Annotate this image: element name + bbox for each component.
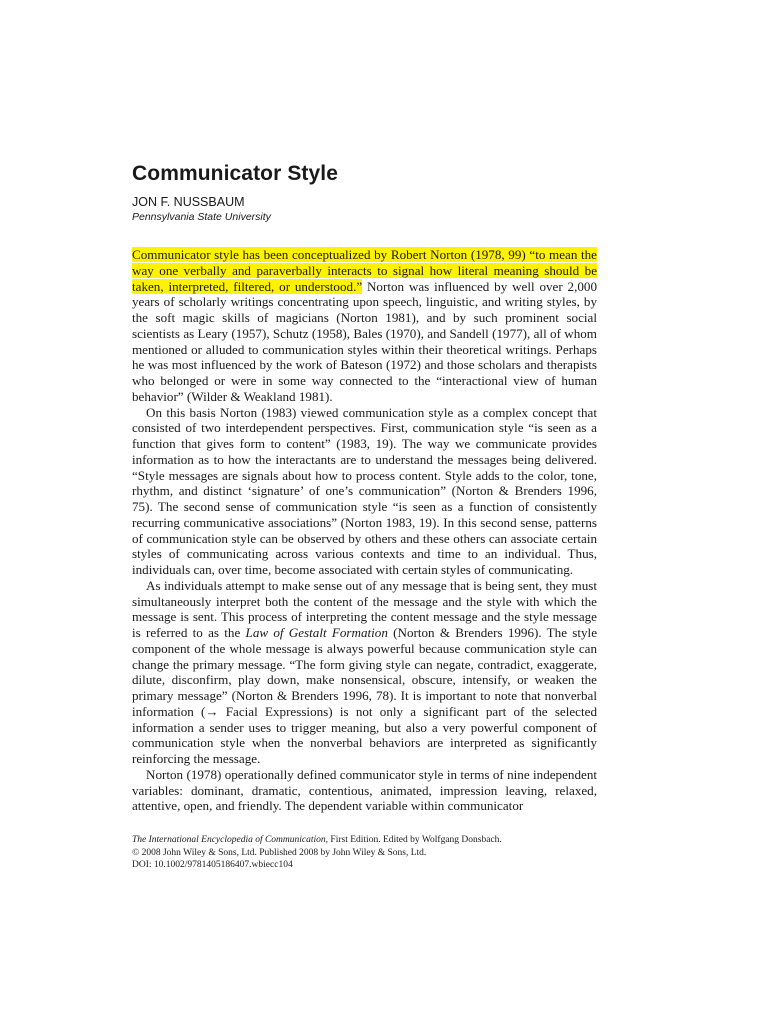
paragraph-1-rest: Norton was influenced by well over 2,000 years of scholarly writings concentrating upon speech, linguistic, and writing styles, by the soft magic skills of magicians (Norton 1981), and by such prominent social scientists as Leary (1957), Schutz (1958), Bales (1970), and Sandell (1977), all of whom mentioned or alluded to communication styles within their theoretical writings. Perhaps he was most influenced by the work of Bateson (1972) and those scholars and therapists who belonged or were in some way connected to the “interactional view of human behavior” (Wilder & Weakland 1981). bbox=[132, 278, 597, 404]
footer-edition: , First Edition. Edited by Wolfgang Donsbach. bbox=[325, 835, 502, 845]
highlighted-text[interactable]: Communicator style has been conceptualized by Robert Norton (1978, 99) “to mean the way one verbally and paraverbally interacts to signal how literal meaning should be taken, interpreted, filtered, or understood.” bbox=[132, 247, 597, 294]
author-name: JON F. NUSSBAUM bbox=[132, 195, 245, 209]
paragraph-3 bbox=[132, 578, 597, 767]
page-footer bbox=[132, 834, 602, 872]
paragraph-4: Norton (1978) operationally defined communicator style in terms of nine independent variables: dominant, dramatic, contentious, animated, impression leaving, relaxed, attentive, open, and friendly. The dependent variable within communicator bbox=[132, 766, 597, 814]
paragraph-3-part-b: (Norton & Brenders 1996). The style component of the whole message is always powerful because communication style can change the primary message. “The form giving style can negate, contradict, exaggerate, dilute, disconfirm, play down, make nonsensical, obscure, intensify, or weaken the primary message” (Norton & Brenders 1996, 78). It is important to note that nonverbal information (→ Facial Expressions) is not only a significant part of the selected information a sender uses to trigger meaning, but also a very powerful component of communication style when the nonverbal behaviors are interpreted as significantly reinforcing the message. bbox=[132, 625, 598, 766]
law-of-gestalt-formation: Law of Gestalt Formation bbox=[245, 625, 388, 640]
paragraph-2: On this basis Norton (1983) viewed communication style as a complex concept that consisted of two interdependent perspectives. First, communication style “is seen as a function that gives form to content” (1983, 19). The way we communicate provides information as to how the interactants are to understand the messages being delivered. “Style messages are signals about how to process content. Style adds to the color, tone, rhythm, and distinct ‘signature’ of one’s communication” (Norton & Brenders 1996, 75). The second sense of communication style “is seen as a function of consistently recurring communicative associations” (Norton 1983, 19). In this second sense, patterns of communication style can be observed by others and these others can associate certain styles of communicating across various contexts and time to an individual. Thus, individuals can, over time, become associated with certain styles of communicating. bbox=[132, 404, 597, 577]
footer-source bbox=[132, 834, 602, 847]
article-body bbox=[132, 247, 597, 814]
article-title: Communicator Style bbox=[132, 162, 339, 185]
footer-doi[interactable]: DOI: 10.1002/9781405186407.wbiecc104 bbox=[132, 860, 293, 870]
footer-copyright: © 2008 John Wiley & Sons, Ltd. Published 2008 by John Wiley & Sons, Ltd. bbox=[132, 847, 427, 858]
paragraph-3-part-a: As individuals attempt to make sense out of any message that is being sent, they must simultaneously interpret both the content of the message and the style with which the message is sent. This process of interpreting the content message and the style message is referred to as the bbox=[132, 577, 597, 640]
paragraph-1 bbox=[132, 247, 597, 405]
encyclopedia-title: The International Encyclopedia of Communication bbox=[132, 835, 326, 845]
author-affiliation: Pennsylvania State University bbox=[132, 211, 271, 223]
